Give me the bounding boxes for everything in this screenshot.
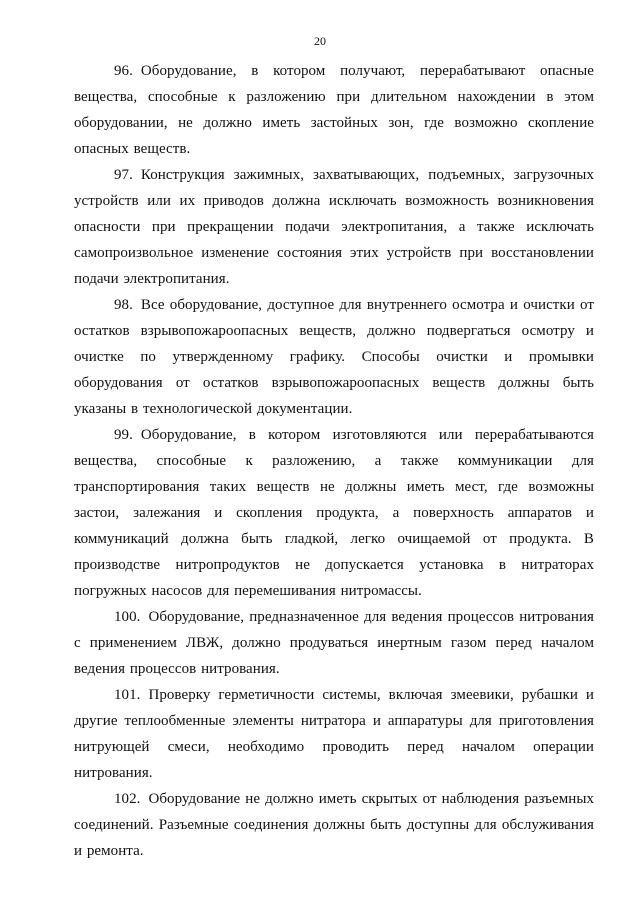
paragraph-97: [74, 162, 594, 292]
paragraph-101: [74, 682, 594, 786]
paragraph-number: 101.: [114, 687, 141, 703]
page-number: 20: [314, 34, 326, 48]
paragraph-96: [74, 58, 594, 162]
paragraph-text: Проверку герметичности системы, включая змеевики, рубашки и другие теплообменные элементы нитратора и аппаратуры для приготовления нитрующей смеси, необходимо проводить перед началом операции нитрования.: [74, 687, 594, 781]
paragraph-99: [74, 422, 594, 604]
paragraph-text: Оборудование, предназначенное для ведения процессов нитрования с применением ЛВЖ, должно продуваться инертным газом перед началом ведения процессов нитрования.: [74, 609, 594, 677]
paragraph-text: Оборудование, в котором изготовляются или перерабатываются вещества, способные к разложению, а также коммуникации для транспортирования таких веществ не должны иметь мест, где возможны застои, залежания и скопления продукта, а поверхность аппаратов и коммуникаций должна быть гладкой, легко очищаемой от продукта. В производстве нитропродуктов не допускается установка в нитраторах погружных насосов для перемешивания нитромассы.: [74, 427, 594, 599]
paragraph-number: 96.: [114, 63, 133, 79]
paragraph-number: 99.: [114, 427, 133, 443]
paragraph-100: [74, 604, 594, 682]
paragraph-number: 100.: [114, 609, 141, 625]
paragraph-text: Оборудование, в котором получают, перерабатывают опасные вещества, способные к разложению при длительном нахождении в этом оборудовании, не должно иметь застойных зон, где возможно скопление опасных веществ.: [74, 63, 594, 157]
paragraph-text: Конструкция зажимных, захватывающих, подъемных, загрузочных устройств или их приводов должна исключать возможность возникновения опасности при прекращении подачи электропитания, а также исключать самопроизвольное изменение состояния этих устройств при восстановлении подачи электропитания.: [74, 167, 594, 287]
paragraph-number: 102.: [114, 791, 141, 807]
paragraph-number: 97.: [114, 167, 133, 183]
paragraph-text: Все оборудование, доступное для внутреннего осмотра и очистки от остатков взрывопожароопасных веществ, должно подвергаться осмотру и очистке по утвержденному графику. Способы очистки и промывки оборудования от остатков взрывопожароопасных веществ должны быть указаны в технологической документации.: [74, 297, 594, 417]
paragraph-98: [74, 292, 594, 422]
document-body: [74, 58, 594, 864]
paragraph-text: Оборудование не должно иметь скрытых от наблюдения разъемных соединений. Разъемные соединения должны быть доступны для обслуживания и ремонта.: [74, 791, 594, 859]
paragraph-102: [74, 786, 594, 864]
paragraph-number: 98.: [114, 297, 133, 313]
